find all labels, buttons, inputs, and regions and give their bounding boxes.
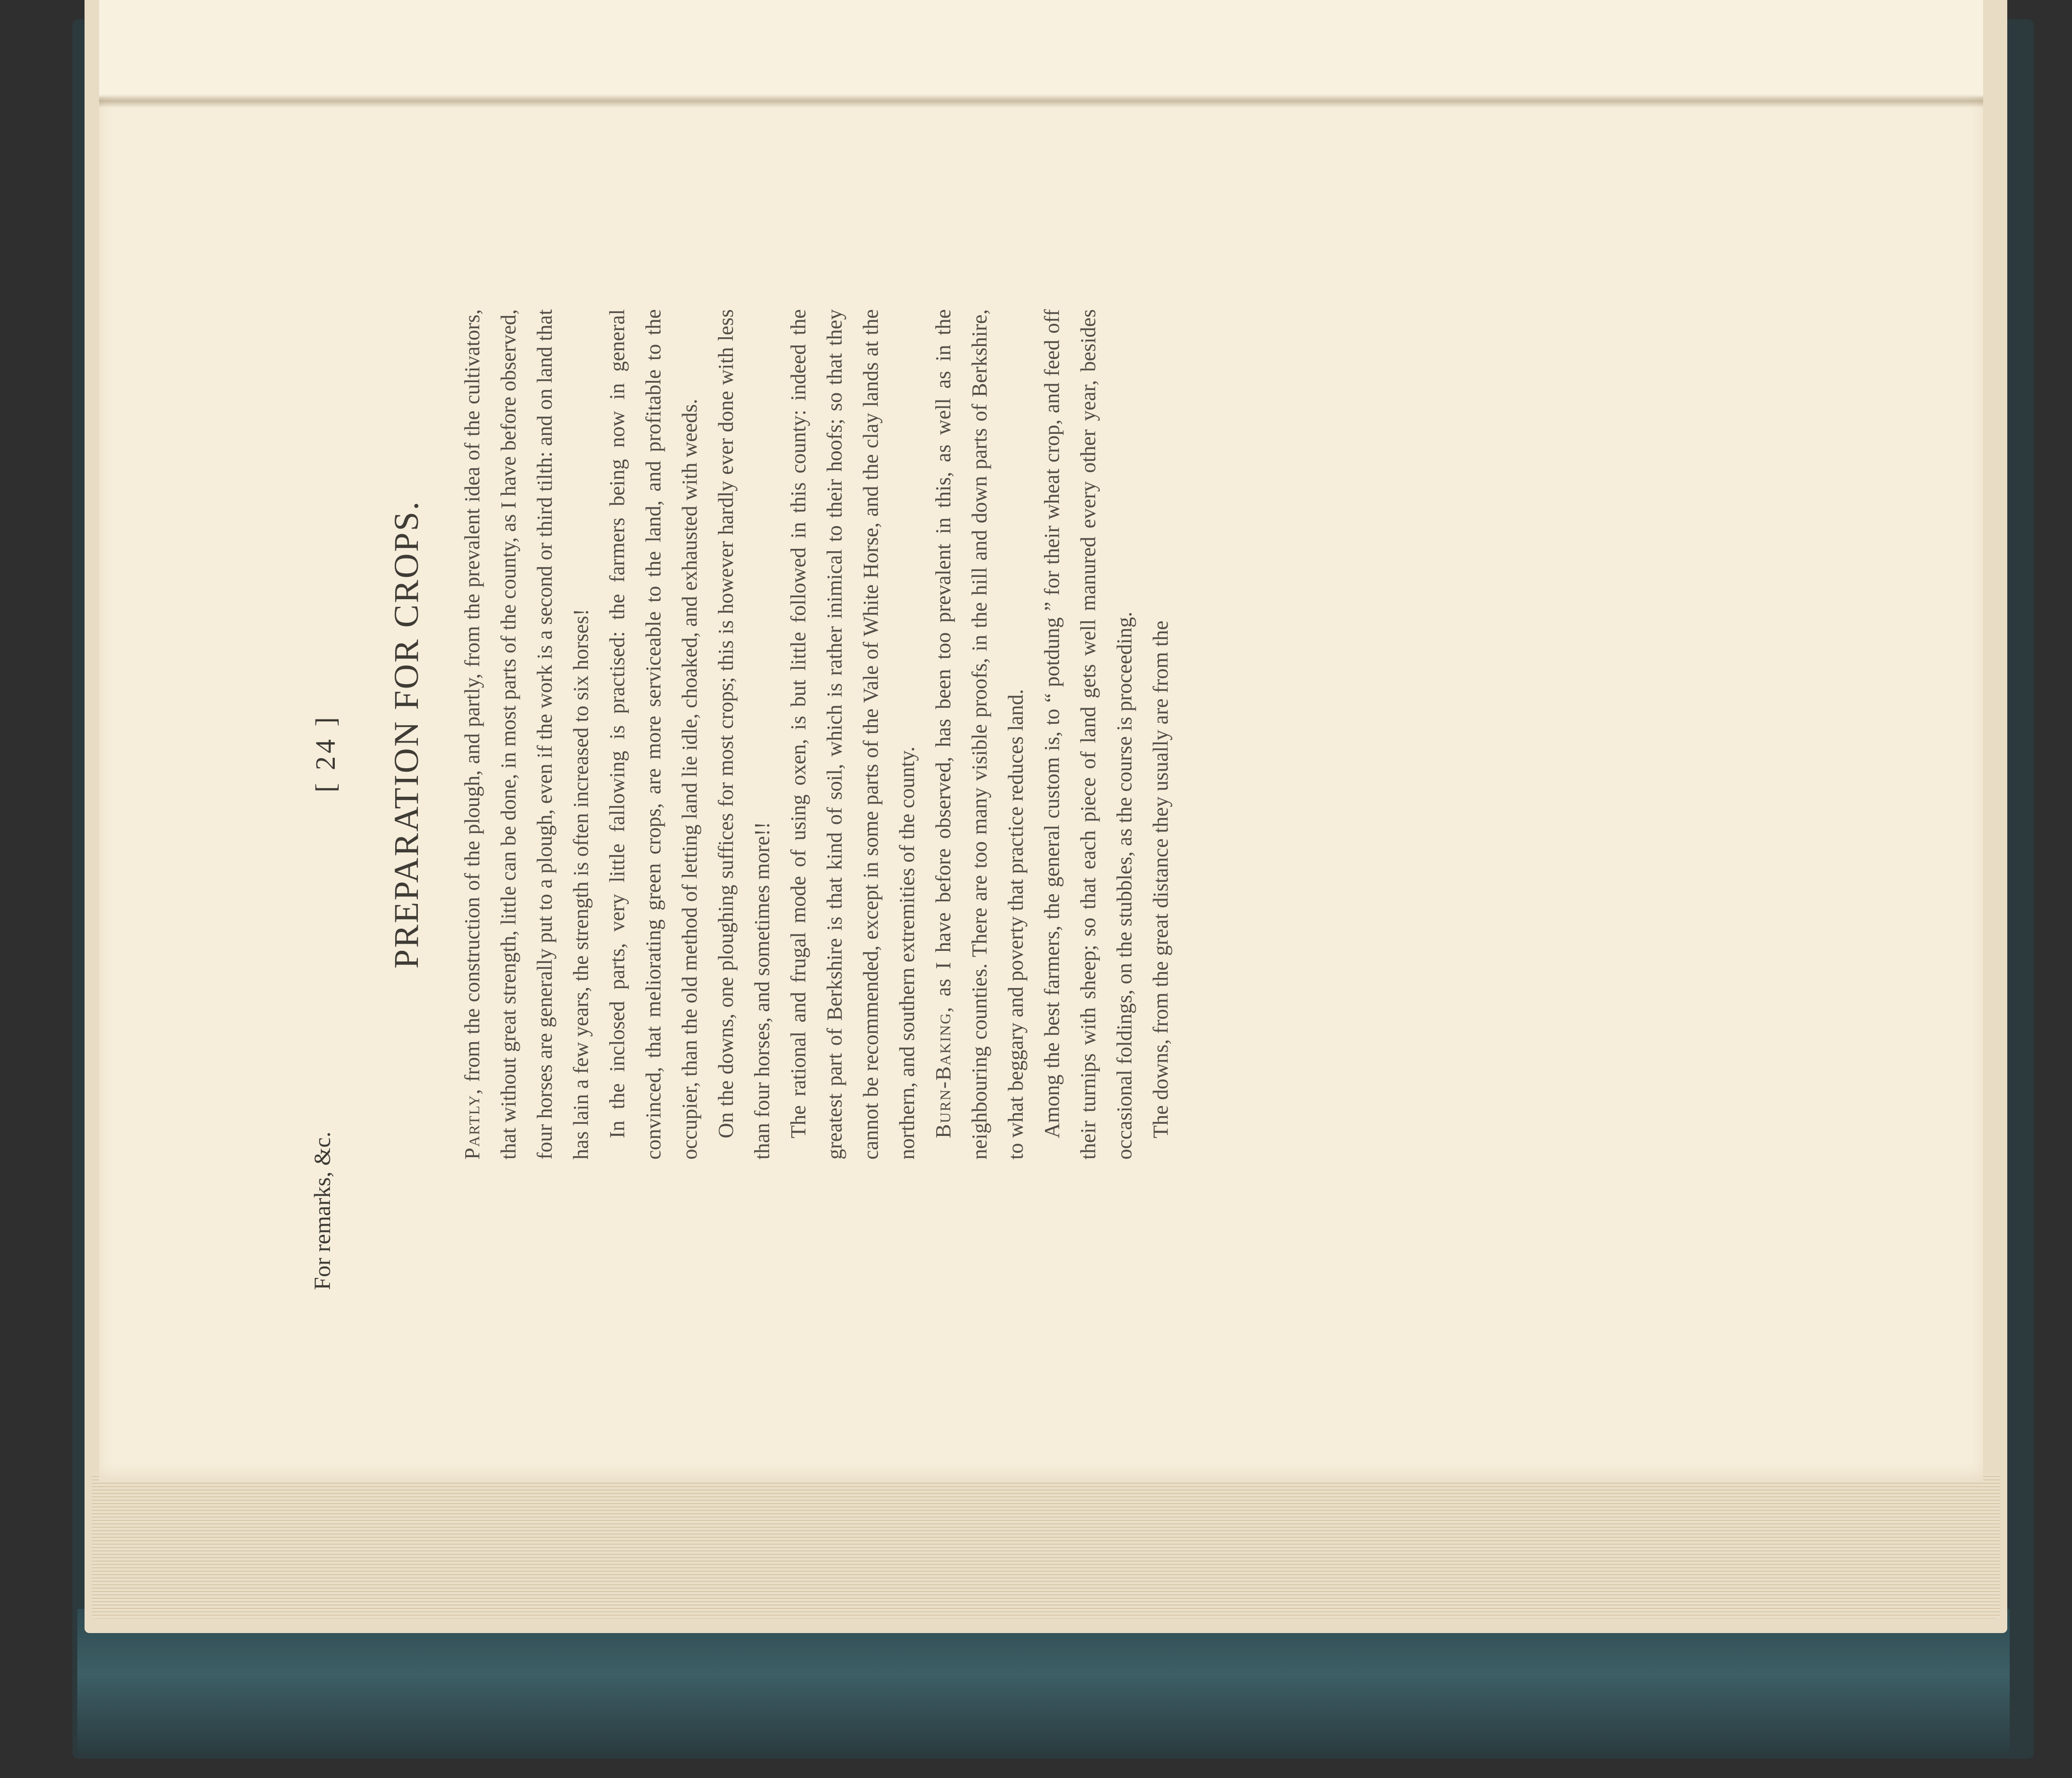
paragraph-4-text: The rational and frugal mode of using oxen, is but little followed in this county: indeed the greatest part of Berkshire is that kind of soil, which is rather inimical to their hoofs; so that they cannot be recommended, except in some parts of the Vale of White Horse, and the clay lands at the northern, and southern extremities of the county. bbox=[786, 309, 919, 1160]
book-gutter bbox=[99, 94, 1983, 108]
paragraph-4 bbox=[780, 309, 925, 1160]
paragraph-6-text: Among the best farmers, the general custom is, to “ potdung ” for their wheat crop, and feed off their turnips with sheep; so that each piece of land gets well manured every other year, besides occasional foldings, on the stubbles, as the course is proceeding. bbox=[1040, 309, 1136, 1160]
paragraph-3-text: On the downs, one ploughing suffices for most crops; this is however hardly ever done with less than four horses, and sometimes more!! bbox=[714, 309, 774, 1160]
paragraph-7-text: The downs, from the great distance they usually are from the bbox=[1149, 620, 1172, 1138]
page-number: [ 24 ] bbox=[310, 714, 341, 792]
paragraph-2 bbox=[599, 309, 708, 1160]
paragraph-5 bbox=[925, 309, 1034, 1160]
paragraph-5-text: as I have before observed, has been too prevalent in this, as well as in the neighbouring counties. There are too many visible proofs, in the hill and down parts of Berkshire, to what beggary and poverty that practice reduces land. bbox=[931, 309, 1028, 1160]
paragraph-1-lead: Partly, bbox=[460, 1088, 484, 1160]
section-title: PREPARATION FOR CROPS. bbox=[387, 500, 426, 969]
running-head bbox=[309, 290, 353, 1305]
body-text bbox=[454, 309, 1179, 1160]
paragraph-7 bbox=[1143, 309, 1179, 1160]
rotated-page-content bbox=[290, 290, 1594, 1305]
paragraph-1-text: from the construction of the plough, and partly, from the prevalent idea of the cultivators, that without great strength, little can be done, in most parts of the county, as I have before observed, four horses are generally put to a plough, even if the work is a second or third tilth: and on land that has lain a few years, the strength is often increased to six horses! bbox=[460, 309, 593, 1160]
paragraph-6 bbox=[1034, 309, 1143, 1160]
remarks-heading: For remarks, &c. bbox=[310, 1132, 335, 1290]
facing-page-edge bbox=[99, 0, 1983, 97]
paragraph-2-text: In the inclosed parts, very little fallowing is practised: the farmers being now in general convinced, that meliorating green crops, are more serviceable to the land, and profitable to the occupier, than the old method of letting land lie idle, choaked, and exhausted with weeds. bbox=[605, 309, 701, 1160]
paragraph-1 bbox=[454, 309, 599, 1160]
paragraph-5-lead: Burn-Baking, bbox=[931, 1006, 955, 1138]
paragraph-3 bbox=[708, 309, 780, 1160]
page-edges bbox=[92, 1474, 2000, 1619]
